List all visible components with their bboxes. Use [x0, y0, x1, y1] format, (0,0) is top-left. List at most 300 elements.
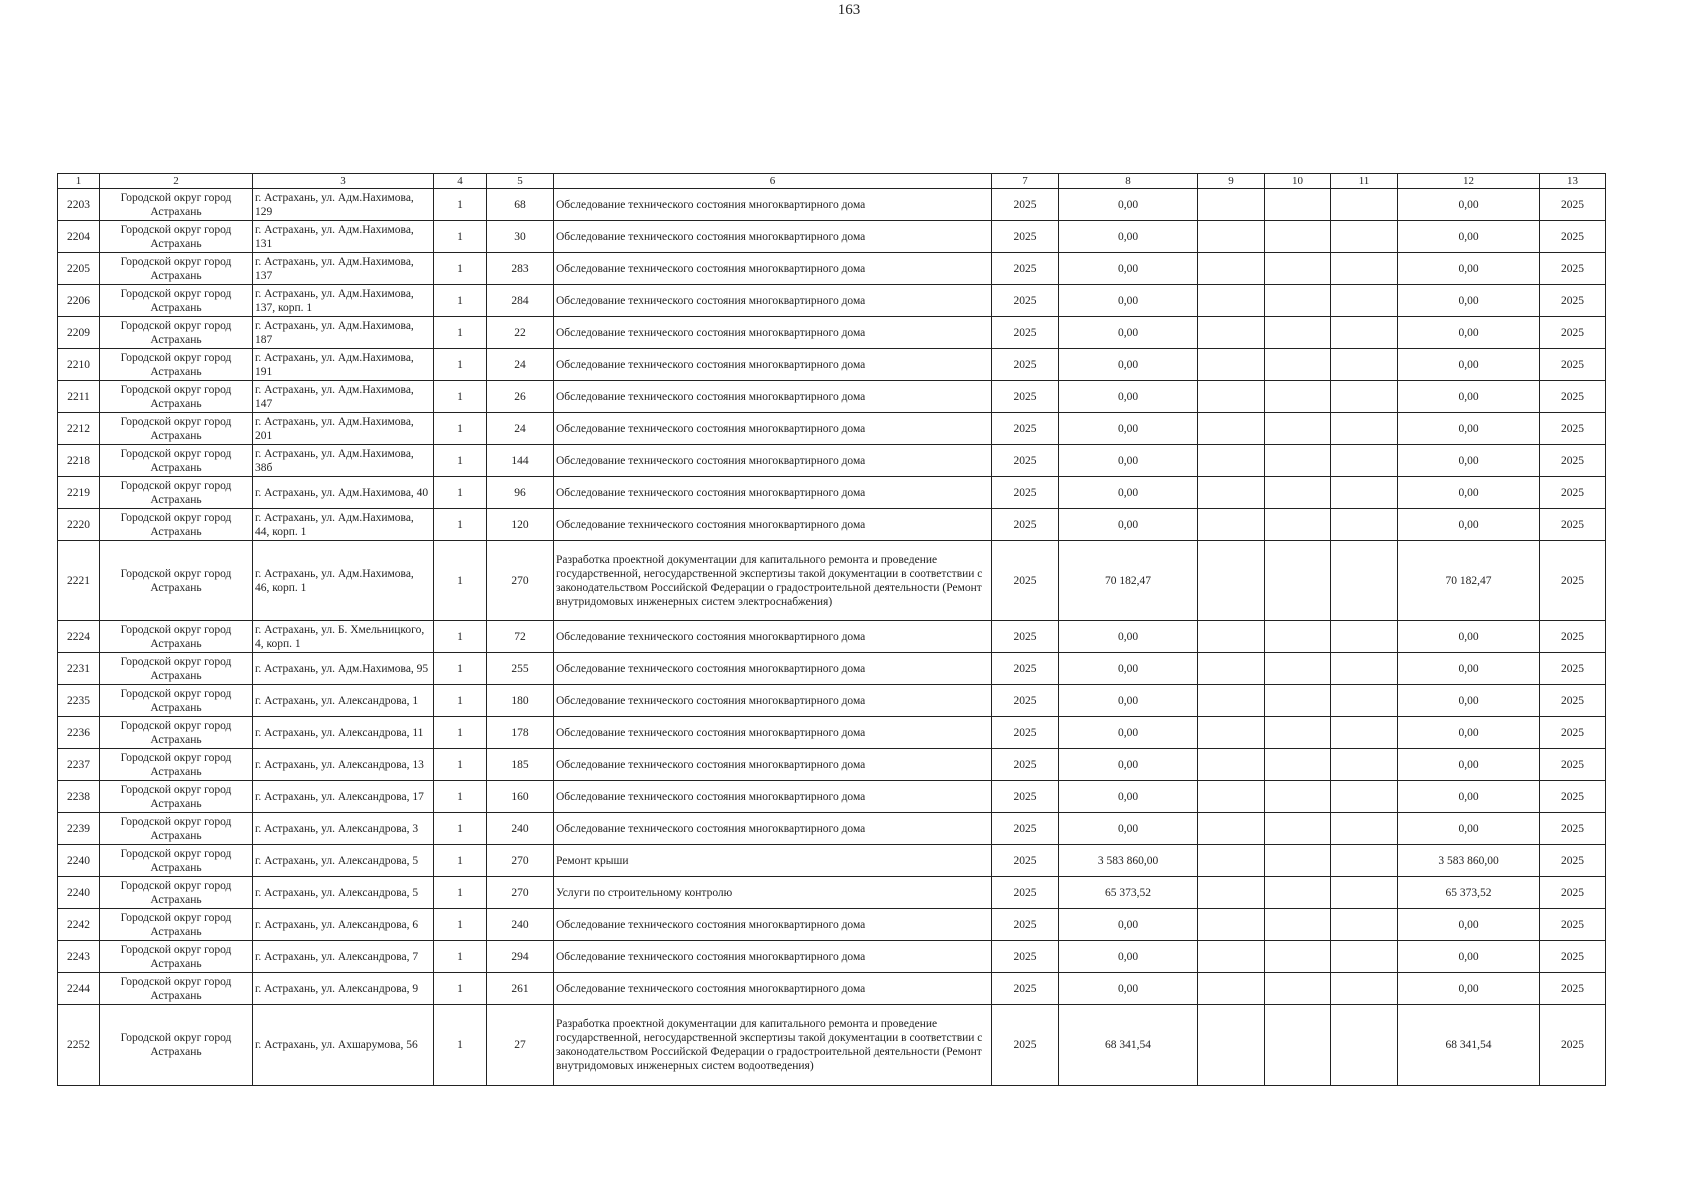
column-11-cell	[1331, 813, 1398, 845]
column-11-cell	[1331, 285, 1398, 317]
column-5-cell: 24	[487, 413, 554, 445]
address-cell: г. Астрахань, ул. Адм.Нахимова, 137, корп. 1	[253, 285, 434, 317]
column-4-cell: 1	[434, 349, 487, 381]
column-5-cell: 240	[487, 813, 554, 845]
cost-cell: 0,00	[1059, 221, 1198, 253]
work-type-cell: Обследование технического состояния многоквартирного дома	[554, 381, 992, 413]
column-10-cell	[1265, 317, 1331, 349]
column-5-cell: 26	[487, 381, 554, 413]
column-9-cell	[1198, 349, 1265, 381]
municipality-cell: Городской округ город Астрахань	[100, 1005, 253, 1086]
column-4-cell: 1	[434, 221, 487, 253]
column-header: 4	[434, 174, 487, 189]
column-4-cell: 1	[434, 285, 487, 317]
address-cell: г. Астрахань, ул. Александрова, 17	[253, 781, 434, 813]
total-cell: 0,00	[1398, 221, 1540, 253]
cost-cell: 0,00	[1059, 781, 1198, 813]
column-10-cell	[1265, 813, 1331, 845]
table-row	[58, 717, 1606, 749]
column-10-cell	[1265, 717, 1331, 749]
column-4-cell: 1	[434, 541, 487, 621]
work-type-cell: Обследование технического состояния многоквартирного дома	[554, 909, 992, 941]
row-number-cell: 2206	[58, 285, 100, 317]
column-9-cell	[1198, 877, 1265, 909]
table-row	[58, 477, 1606, 509]
total-cell: 3 583 860,00	[1398, 845, 1540, 877]
completion-year-cell: 2025	[1540, 1005, 1606, 1086]
column-4-cell: 1	[434, 653, 487, 685]
column-4-cell: 1	[434, 253, 487, 285]
column-9-cell	[1198, 285, 1265, 317]
completion-year-cell: 2025	[1540, 909, 1606, 941]
cost-cell: 0,00	[1059, 941, 1198, 973]
column-9-cell	[1198, 685, 1265, 717]
column-9-cell	[1198, 253, 1265, 285]
total-cell: 0,00	[1398, 781, 1540, 813]
column-9-cell	[1198, 621, 1265, 653]
year-cell: 2025	[992, 445, 1059, 477]
year-cell: 2025	[992, 509, 1059, 541]
column-9-cell	[1198, 813, 1265, 845]
column-header: 12	[1398, 174, 1540, 189]
work-type-cell: Обследование технического состояния многоквартирного дома	[554, 653, 992, 685]
total-cell: 0,00	[1398, 253, 1540, 285]
year-cell: 2025	[992, 941, 1059, 973]
column-header: 3	[253, 174, 434, 189]
work-type-cell: Обследование технического состояния многоквартирного дома	[554, 717, 992, 749]
column-11-cell	[1331, 909, 1398, 941]
row-number-cell: 2218	[58, 445, 100, 477]
table-row	[58, 621, 1606, 653]
row-number-cell: 2231	[58, 653, 100, 685]
column-10-cell	[1265, 1005, 1331, 1086]
total-cell: 0,00	[1398, 653, 1540, 685]
work-type-cell: Ремонт крыши	[554, 845, 992, 877]
completion-year-cell: 2025	[1540, 317, 1606, 349]
column-10-cell	[1265, 413, 1331, 445]
completion-year-cell: 2025	[1540, 509, 1606, 541]
column-5-cell: 144	[487, 445, 554, 477]
table-row	[58, 285, 1606, 317]
year-cell: 2025	[992, 749, 1059, 781]
column-header: 13	[1540, 174, 1606, 189]
column-4-cell: 1	[434, 413, 487, 445]
completion-year-cell: 2025	[1540, 477, 1606, 509]
total-cell: 0,00	[1398, 413, 1540, 445]
total-cell: 0,00	[1398, 285, 1540, 317]
work-type-cell: Обследование технического состояния многоквартирного дома	[554, 749, 992, 781]
address-cell: г. Астрахань, ул. Александрова, 7	[253, 941, 434, 973]
work-type-cell: Обследование технического состояния многоквартирного дома	[554, 413, 992, 445]
column-10-cell	[1265, 285, 1331, 317]
column-11-cell	[1331, 445, 1398, 477]
address-cell: г. Астрахань, ул. Адм.Нахимова, 46, корп. 1	[253, 541, 434, 621]
column-9-cell	[1198, 317, 1265, 349]
page-number: 163	[837, 2, 861, 18]
row-number-cell: 2224	[58, 621, 100, 653]
cost-cell: 70 182,47	[1059, 541, 1198, 621]
column-9-cell	[1198, 749, 1265, 781]
row-number-cell: 2238	[58, 781, 100, 813]
column-9-cell	[1198, 717, 1265, 749]
municipality-cell: Городской округ город Астрахань	[100, 749, 253, 781]
completion-year-cell: 2025	[1540, 253, 1606, 285]
table-row	[58, 317, 1606, 349]
year-cell: 2025	[992, 285, 1059, 317]
row-number-cell: 2243	[58, 941, 100, 973]
year-cell: 2025	[992, 877, 1059, 909]
year-cell: 2025	[992, 813, 1059, 845]
column-11-cell	[1331, 381, 1398, 413]
column-11-cell	[1331, 685, 1398, 717]
address-cell: г. Астрахань, ул. Александрова, 11	[253, 717, 434, 749]
address-cell: г. Астрахань, ул. Б. Хмельницкого, 4, корп. 1	[253, 621, 434, 653]
column-10-cell	[1265, 253, 1331, 285]
column-9-cell	[1198, 941, 1265, 973]
row-number-cell: 2240	[58, 845, 100, 877]
address-cell: г. Астрахань, ул. Адм.Нахимова, 131	[253, 221, 434, 253]
total-cell: 0,00	[1398, 509, 1540, 541]
table-row	[58, 541, 1606, 621]
address-cell: г. Астрахань, ул. Адм.Нахимова, 129	[253, 189, 434, 221]
total-cell: 68 341,54	[1398, 1005, 1540, 1086]
column-11-cell	[1331, 317, 1398, 349]
column-11-cell	[1331, 189, 1398, 221]
column-9-cell	[1198, 413, 1265, 445]
column-9-cell	[1198, 477, 1265, 509]
work-type-cell: Обследование технического состояния многоквартирного дома	[554, 509, 992, 541]
table-row	[58, 781, 1606, 813]
completion-year-cell: 2025	[1540, 973, 1606, 1005]
column-5-cell: 283	[487, 253, 554, 285]
table-row	[58, 749, 1606, 781]
municipality-cell: Городской округ город Астрахань	[100, 317, 253, 349]
table-row	[58, 877, 1606, 909]
address-cell: г. Астрахань, ул. Александрова, 5	[253, 845, 434, 877]
municipality-cell: Городской округ город Астрахань	[100, 717, 253, 749]
total-cell: 0,00	[1398, 477, 1540, 509]
cost-cell: 0,00	[1059, 717, 1198, 749]
cost-cell: 0,00	[1059, 813, 1198, 845]
cost-cell: 65 373,52	[1059, 877, 1198, 909]
completion-year-cell: 2025	[1540, 413, 1606, 445]
column-11-cell	[1331, 1005, 1398, 1086]
cost-cell: 0,00	[1059, 973, 1198, 1005]
total-cell: 0,00	[1398, 813, 1540, 845]
municipality-cell: Городской округ город Астрахань	[100, 973, 253, 1005]
cost-cell: 0,00	[1059, 477, 1198, 509]
address-cell: г. Астрахань, ул. Александрова, 13	[253, 749, 434, 781]
total-cell: 70 182,47	[1398, 541, 1540, 621]
column-header: 7	[992, 174, 1059, 189]
municipality-cell: Городской округ город Астрахань	[100, 813, 253, 845]
year-cell: 2025	[992, 349, 1059, 381]
work-type-cell: Обследование технического состояния многоквартирного дома	[554, 349, 992, 381]
total-cell: 0,00	[1398, 189, 1540, 221]
column-11-cell	[1331, 253, 1398, 285]
column-10-cell	[1265, 909, 1331, 941]
row-number-cell: 2209	[58, 317, 100, 349]
work-type-cell: Услуги по строительному контролю	[554, 877, 992, 909]
column-header: 8	[1059, 174, 1198, 189]
column-5-cell: 270	[487, 845, 554, 877]
column-4-cell: 1	[434, 477, 487, 509]
municipality-cell: Городской округ город Астрахань	[100, 349, 253, 381]
table-row	[58, 253, 1606, 285]
row-number-cell: 2210	[58, 349, 100, 381]
column-10-cell	[1265, 941, 1331, 973]
completion-year-cell: 2025	[1540, 621, 1606, 653]
column-10-cell	[1265, 221, 1331, 253]
year-cell: 2025	[992, 685, 1059, 717]
column-4-cell: 1	[434, 941, 487, 973]
year-cell: 2025	[992, 1005, 1059, 1086]
completion-year-cell: 2025	[1540, 285, 1606, 317]
column-5-cell: 72	[487, 621, 554, 653]
completion-year-cell: 2025	[1540, 221, 1606, 253]
completion-year-cell: 2025	[1540, 813, 1606, 845]
municipality-cell: Городской округ город Астрахань	[100, 221, 253, 253]
completion-year-cell: 2025	[1540, 685, 1606, 717]
row-number-cell: 2235	[58, 685, 100, 717]
total-cell: 0,00	[1398, 749, 1540, 781]
column-10-cell	[1265, 509, 1331, 541]
address-cell: г. Астрахань, ул. Адм.Нахимова, 38б	[253, 445, 434, 477]
completion-year-cell: 2025	[1540, 381, 1606, 413]
work-type-cell: Обследование технического состояния многоквартирного дома	[554, 189, 992, 221]
row-number-cell: 2203	[58, 189, 100, 221]
total-cell: 0,00	[1398, 349, 1540, 381]
work-type-cell: Разработка проектной документации для капитального ремонта и проведение государственной, негосударственной экспертизы такой документации в соответствии с законодательством Российской Федерации о градостроительной деятельности (Ремонт внутридомовых инженерных систем электроснабжения)	[554, 541, 992, 621]
column-4-cell: 1	[434, 1005, 487, 1086]
address-cell: г. Астрахань, ул. Адм.Нахимова, 191	[253, 349, 434, 381]
column-header: 6	[554, 174, 992, 189]
work-type-cell: Обследование технического состояния многоквартирного дома	[554, 973, 992, 1005]
year-cell: 2025	[992, 909, 1059, 941]
column-10-cell	[1265, 477, 1331, 509]
year-cell: 2025	[992, 477, 1059, 509]
cost-cell: 3 583 860,00	[1059, 845, 1198, 877]
municipality-cell: Городской округ город Астрахань	[100, 509, 253, 541]
column-10-cell	[1265, 653, 1331, 685]
column-header: 1	[58, 174, 100, 189]
total-cell: 0,00	[1398, 973, 1540, 1005]
work-type-cell: Обследование технического состояния многоквартирного дома	[554, 445, 992, 477]
address-cell: г. Астрахань, ул. Александрова, 6	[253, 909, 434, 941]
column-header: 2	[100, 174, 253, 189]
column-header: 10	[1265, 174, 1331, 189]
total-cell: 0,00	[1398, 685, 1540, 717]
municipality-cell: Городской округ город Астрахань	[100, 477, 253, 509]
total-cell: 0,00	[1398, 317, 1540, 349]
column-10-cell	[1265, 749, 1331, 781]
column-11-cell	[1331, 413, 1398, 445]
address-cell: г. Астрахань, ул. Адм.Нахимова, 40	[253, 477, 434, 509]
column-10-cell	[1265, 381, 1331, 413]
cost-cell: 0,00	[1059, 909, 1198, 941]
address-cell: г. Астрахань, ул. Александрова, 3	[253, 813, 434, 845]
column-11-cell	[1331, 749, 1398, 781]
year-cell: 2025	[992, 781, 1059, 813]
column-9-cell	[1198, 1005, 1265, 1086]
work-type-cell: Обследование технического состояния многоквартирного дома	[554, 477, 992, 509]
column-5-cell: 185	[487, 749, 554, 781]
cost-cell: 0,00	[1059, 349, 1198, 381]
column-11-cell	[1331, 349, 1398, 381]
row-number-cell: 2211	[58, 381, 100, 413]
column-5-cell: 294	[487, 941, 554, 973]
register-table	[57, 173, 1606, 1086]
column-11-cell	[1331, 973, 1398, 1005]
municipality-cell: Городской округ город Астрахань	[100, 941, 253, 973]
completion-year-cell: 2025	[1540, 877, 1606, 909]
column-4-cell: 1	[434, 509, 487, 541]
table-row	[58, 845, 1606, 877]
row-number-cell: 2239	[58, 813, 100, 845]
work-type-cell: Обследование технического состояния многоквартирного дома	[554, 813, 992, 845]
table-row	[58, 1005, 1606, 1086]
column-11-cell	[1331, 845, 1398, 877]
municipality-cell: Городской округ город Астрахань	[100, 621, 253, 653]
column-11-cell	[1331, 509, 1398, 541]
column-5-cell: 178	[487, 717, 554, 749]
cost-cell: 0,00	[1059, 653, 1198, 685]
column-4-cell: 1	[434, 717, 487, 749]
column-5-cell: 27	[487, 1005, 554, 1086]
column-10-cell	[1265, 845, 1331, 877]
work-type-cell: Обследование технического состояния многоквартирного дома	[554, 285, 992, 317]
column-9-cell	[1198, 381, 1265, 413]
column-5-cell: 240	[487, 909, 554, 941]
column-5-cell: 180	[487, 685, 554, 717]
municipality-cell: Городской округ город Астрахань	[100, 845, 253, 877]
column-9-cell	[1198, 909, 1265, 941]
table-row	[58, 653, 1606, 685]
year-cell: 2025	[992, 317, 1059, 349]
column-11-cell	[1331, 717, 1398, 749]
completion-year-cell: 2025	[1540, 781, 1606, 813]
completion-year-cell: 2025	[1540, 653, 1606, 685]
municipality-cell: Городской округ город Астрахань	[100, 653, 253, 685]
table-row	[58, 813, 1606, 845]
address-cell: г. Астрахань, ул. Александрова, 9	[253, 973, 434, 1005]
municipality-cell: Городской округ город Астрахань	[100, 413, 253, 445]
municipality-cell: Городской округ город Астрахань	[100, 189, 253, 221]
column-9-cell	[1198, 445, 1265, 477]
table-row	[58, 909, 1606, 941]
table-row	[58, 509, 1606, 541]
cost-cell: 68 341,54	[1059, 1005, 1198, 1086]
header-row	[58, 174, 1606, 189]
column-5-cell: 22	[487, 317, 554, 349]
table-body	[58, 189, 1606, 1086]
address-cell: г. Астрахань, ул. Адм.Нахимова, 147	[253, 381, 434, 413]
total-cell: 0,00	[1398, 717, 1540, 749]
row-number-cell: 2219	[58, 477, 100, 509]
year-cell: 2025	[992, 973, 1059, 1005]
column-5-cell: 261	[487, 973, 554, 1005]
row-number-cell: 2252	[58, 1005, 100, 1086]
work-type-cell: Обследование технического состояния многоквартирного дома	[554, 221, 992, 253]
column-4-cell: 1	[434, 685, 487, 717]
work-type-cell: Разработка проектной документации для капитального ремонта и проведение государственной, негосударственной экспертизы такой документации в соответствии с законодательством Российской Федерации о градостроительной деятельности (Ремонт внутридомовых инженерных систем водоотведения)	[554, 1005, 992, 1086]
column-10-cell	[1265, 781, 1331, 813]
row-number-cell: 2240	[58, 877, 100, 909]
address-cell: г. Астрахань, ул. Адм.Нахимова, 187	[253, 317, 434, 349]
cost-cell: 0,00	[1059, 285, 1198, 317]
column-4-cell: 1	[434, 445, 487, 477]
municipality-cell: Городской округ город Астрахань	[100, 285, 253, 317]
column-4-cell: 1	[434, 381, 487, 413]
column-9-cell	[1198, 509, 1265, 541]
address-cell: г. Астрахань, ул. Александрова, 5	[253, 877, 434, 909]
table-row	[58, 941, 1606, 973]
table-row	[58, 189, 1606, 221]
column-4-cell: 1	[434, 813, 487, 845]
municipality-cell: Городской округ город Астрахань	[100, 253, 253, 285]
column-5-cell: 284	[487, 285, 554, 317]
municipality-cell: Городской округ город Астрахань	[100, 445, 253, 477]
table-row	[58, 221, 1606, 253]
row-number-cell: 2237	[58, 749, 100, 781]
column-5-cell: 96	[487, 477, 554, 509]
column-header: 5	[487, 174, 554, 189]
column-10-cell	[1265, 621, 1331, 653]
year-cell: 2025	[992, 413, 1059, 445]
column-4-cell: 1	[434, 781, 487, 813]
year-cell: 2025	[992, 381, 1059, 413]
table-row	[58, 381, 1606, 413]
total-cell: 0,00	[1398, 941, 1540, 973]
row-number-cell: 2204	[58, 221, 100, 253]
row-number-cell: 2221	[58, 541, 100, 621]
completion-year-cell: 2025	[1540, 845, 1606, 877]
cost-cell: 0,00	[1059, 381, 1198, 413]
work-type-cell: Обследование технического состояния многоквартирного дома	[554, 317, 992, 349]
work-type-cell: Обследование технического состояния многоквартирного дома	[554, 685, 992, 717]
column-4-cell: 1	[434, 973, 487, 1005]
column-11-cell	[1331, 621, 1398, 653]
column-10-cell	[1265, 541, 1331, 621]
table-row	[58, 973, 1606, 1005]
table-row	[58, 413, 1606, 445]
year-cell: 2025	[992, 253, 1059, 285]
table-row	[58, 685, 1606, 717]
column-10-cell	[1265, 685, 1331, 717]
cost-cell: 0,00	[1059, 749, 1198, 781]
year-cell: 2025	[992, 621, 1059, 653]
column-4-cell: 1	[434, 845, 487, 877]
column-5-cell: 30	[487, 221, 554, 253]
column-5-cell: 24	[487, 349, 554, 381]
completion-year-cell: 2025	[1540, 541, 1606, 621]
column-5-cell: 270	[487, 541, 554, 621]
municipality-cell: Городской округ город Астрахань	[100, 781, 253, 813]
total-cell: 0,00	[1398, 445, 1540, 477]
column-9-cell	[1198, 189, 1265, 221]
row-number-cell: 2236	[58, 717, 100, 749]
column-4-cell: 1	[434, 317, 487, 349]
column-4-cell: 1	[434, 749, 487, 781]
work-type-cell: Обследование технического состояния многоквартирного дома	[554, 621, 992, 653]
column-10-cell	[1265, 189, 1331, 221]
column-9-cell	[1198, 781, 1265, 813]
cost-cell: 0,00	[1059, 509, 1198, 541]
column-header: 11	[1331, 174, 1398, 189]
column-4-cell: 1	[434, 621, 487, 653]
column-4-cell: 1	[434, 909, 487, 941]
completion-year-cell: 2025	[1540, 717, 1606, 749]
